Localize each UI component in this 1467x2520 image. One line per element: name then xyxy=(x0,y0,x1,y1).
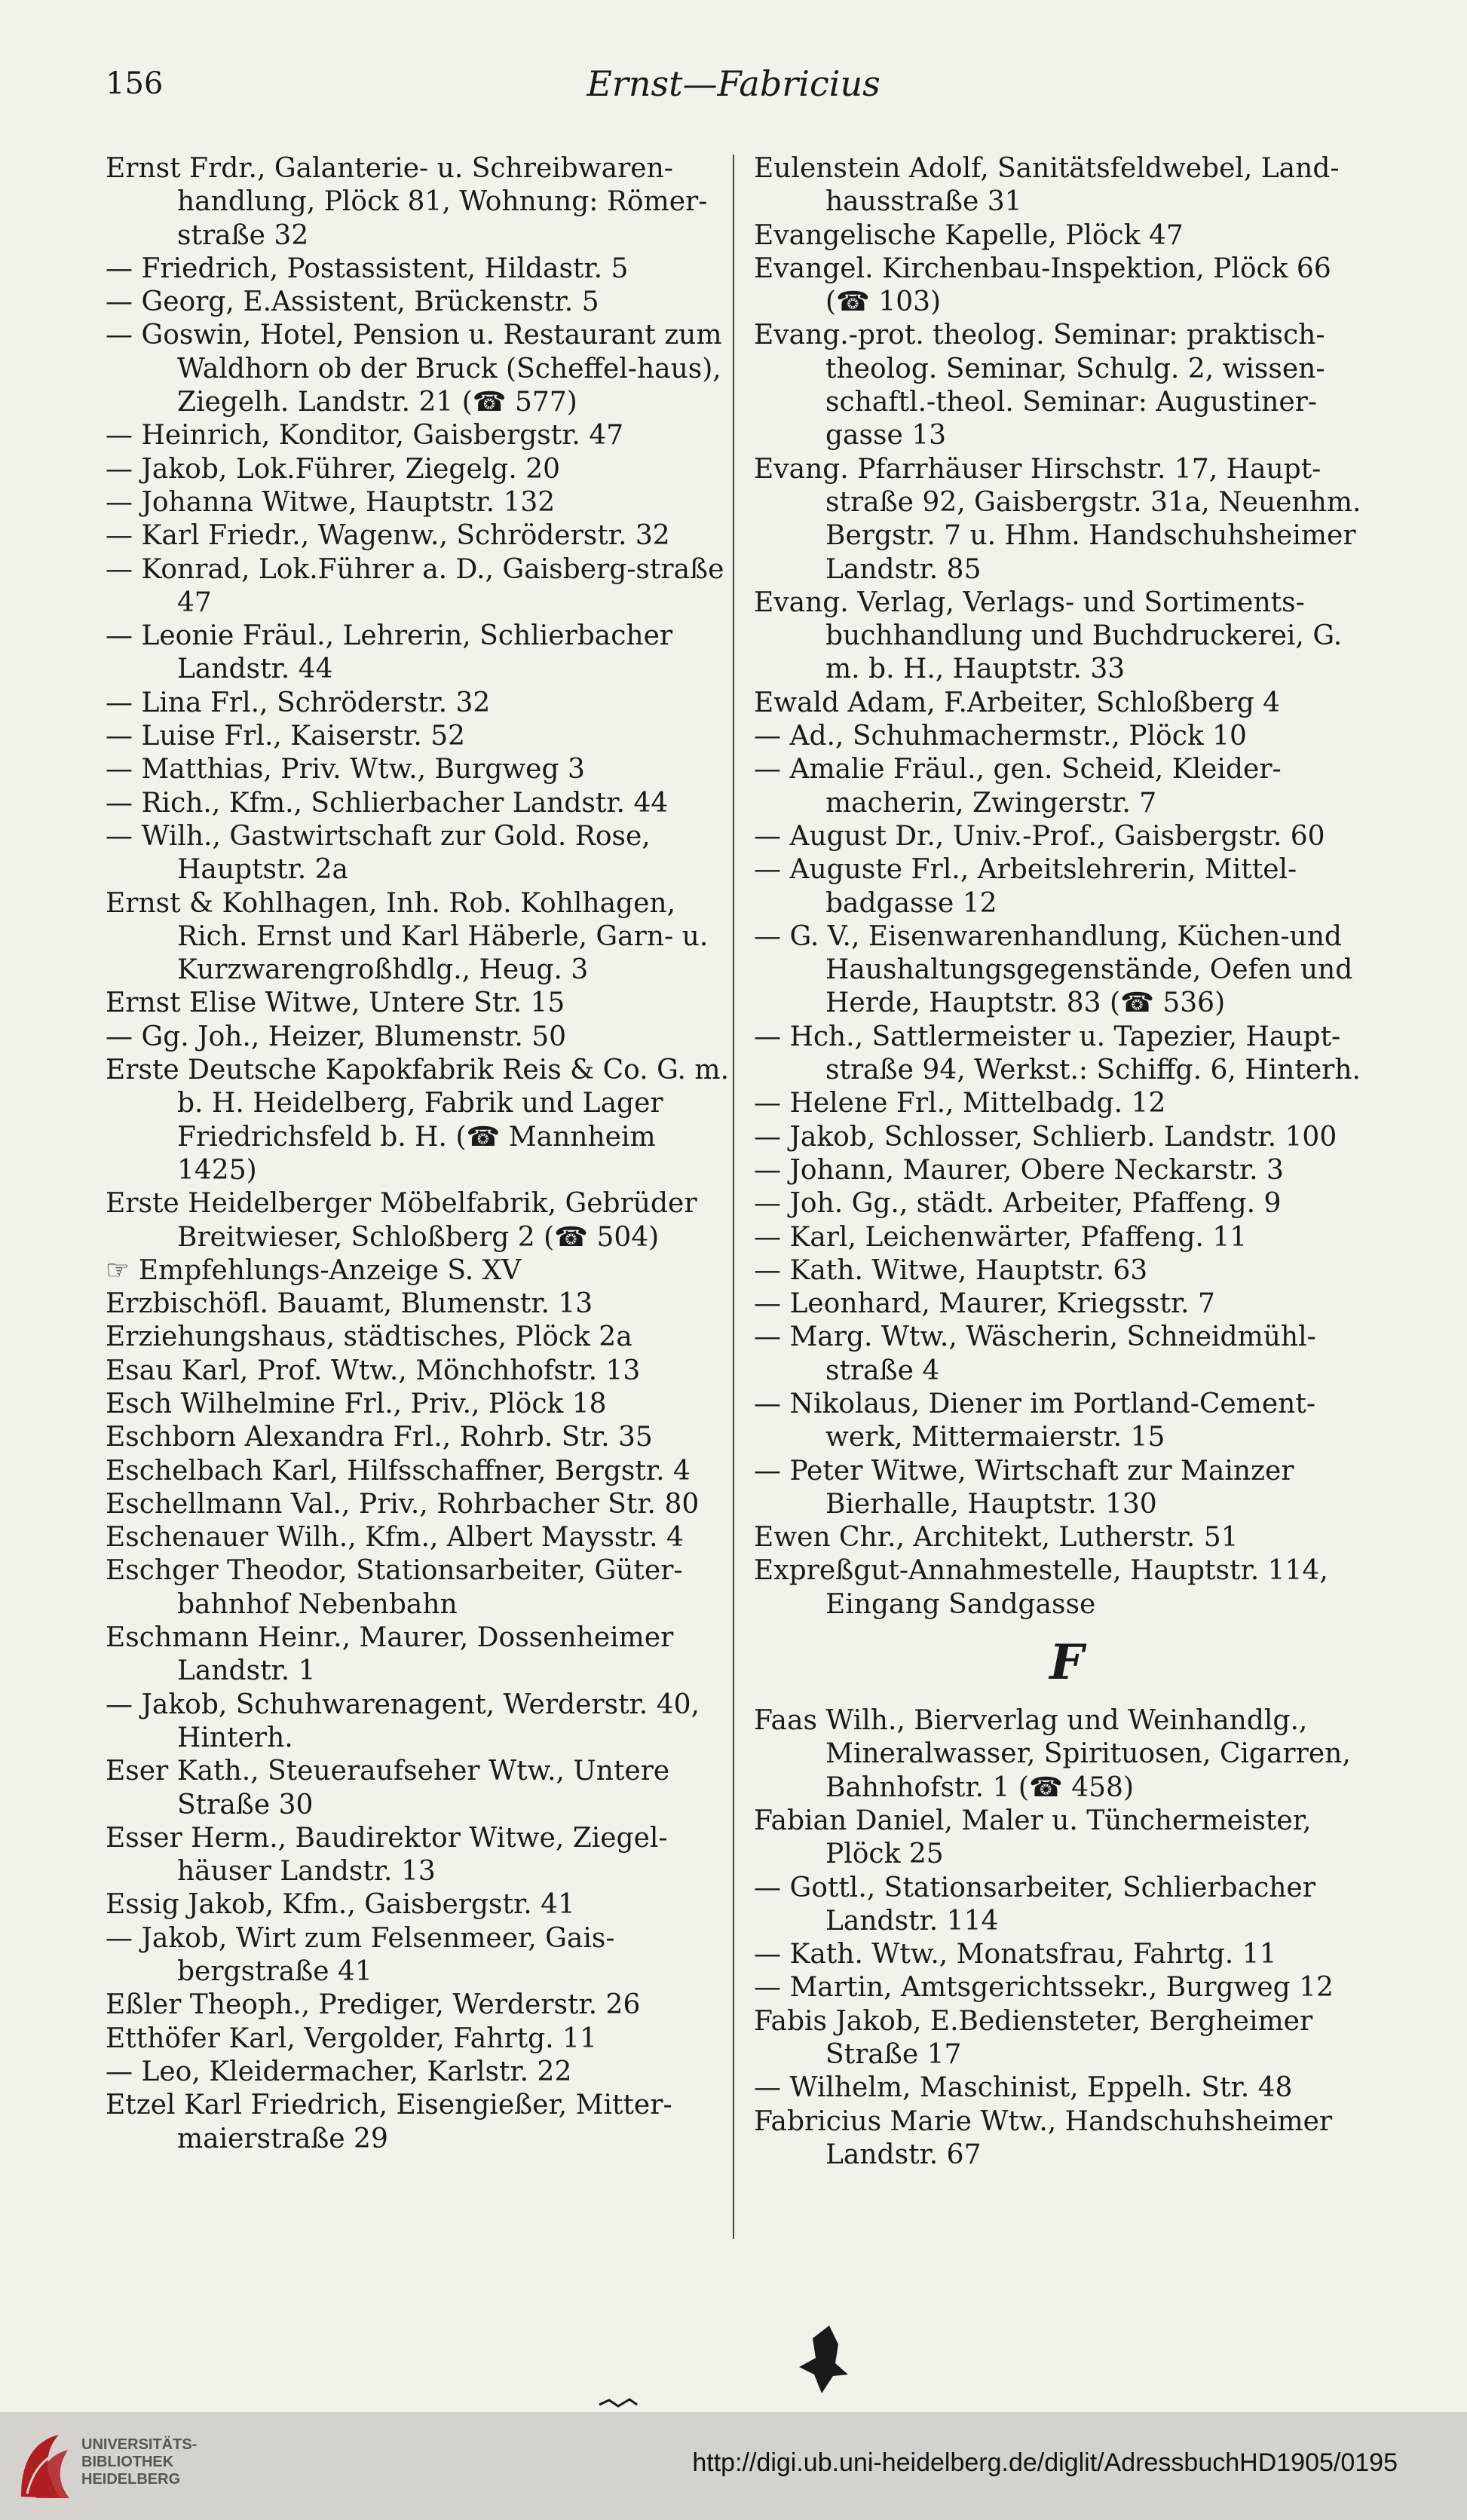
directory-entry: Ernst & Kohlhagen, Inh. Rob. Kohlhagen, Rich. Ernst und Karl Häberle, Garn- u. Kurzwarengroßhdlg., Heug. 3 xyxy=(106,887,709,986)
source-url-link[interactable]: http://digi.ub.uni-heidelberg.de/diglit/AdressbuchHD1905/0195 xyxy=(692,2448,1398,2477)
directory-entry: — Helene Frl., Mittelbadg. 12 xyxy=(754,1088,1166,1119)
directory-entry: Etzel Karl Friedrich, Eisengießer, Mitter-maierstraße 29 xyxy=(106,2090,672,2154)
directory-entry: Ewald Adam, F.Arbeiter, Schloßberg 4 xyxy=(754,687,1281,718)
directory-entry: ☞ Empfehlungs-Anzeige S. XV xyxy=(106,1254,522,1286)
viewer-footer xyxy=(0,2412,1467,2520)
directory-entry: Esser Herm., Baudirektor Witwe, Ziegel-häuser Landstr. 13 xyxy=(106,1822,668,1888)
directory-entry: — Rich., Kfm., Schlierbacher Landstr. 44 xyxy=(106,787,669,819)
directory-entry: Eschellmann Val., Priv., Rohrbacher Str. 80 xyxy=(106,1488,700,1520)
directory-entry: Fabricius Marie Wtw., Handschuhsheimer Landstr. 67 xyxy=(754,2105,1333,2170)
directory-entry: Erste Heidelberger Möbelfabrik, Gebrüder Breitwieser, Schloßberg 2 (☎ 504) xyxy=(106,1188,697,1253)
directory-entry: — Wilh., Gastwirtschaft zur Gold. Rose, Hauptstr. 2a xyxy=(106,820,651,886)
left-column xyxy=(106,152,731,2156)
directory-entry: — Joh. Gg., städt. Arbeiter, Pfaffeng. 9 xyxy=(754,1188,1282,1220)
directory-entry: — Goswin, Hotel, Pension u. Restaurant zum Waldhorn ob der Bruck (Scheffel-haus), Ziegelh. Landstr. 21 (☎ 577) xyxy=(106,320,722,418)
directory-entry: — G. V., Eisenwarenhandlung, Küchen-und Haushaltungsgegenstände, Oefen und Herde, Hauptstr. 83 (☎ 536) xyxy=(754,920,1353,1019)
page-title: Ernst—Fabricius xyxy=(586,63,881,104)
column-divider xyxy=(733,155,734,2239)
directory-entry: — Marg. Wtw., Wäscherin, Schneidmühl-straße 4 xyxy=(754,1321,1316,1386)
directory-entry: — Nikolaus, Diener im Portland-Cement-werk, Mittermaierstr. 15 xyxy=(754,1388,1315,1453)
directory-entry: Evang. Pfarrhäuser Hirschstr. 17, Haupt-straße 92, Gaisbergstr. 31a, Neuenhm. Bergstr. 7 u. Hhm. Handschuhsheimer Landstr. 85 xyxy=(754,453,1361,585)
directory-entry: Ernst Elise Witwe, Untere Str. 15 xyxy=(106,987,565,1019)
directory-entry: — Jakob, Lok.Führer, Ziegelg. 20 xyxy=(106,453,561,485)
directory-entry: — Jakob, Schlosser, Schlierb. Landstr. 100 xyxy=(754,1121,1337,1153)
directory-entry: Ewen Chr., Architekt, Lutherstr. 51 xyxy=(754,1522,1239,1554)
directory-entry: — Peter Witwe, Wirtschaft zur Mainzer Bierhalle, Hauptstr. 130 xyxy=(754,1455,1294,1520)
logo-line-2: BIBLIOTHEK xyxy=(81,2454,174,2470)
library-logo-text xyxy=(81,2436,197,2488)
directory-entry: Eßler Theoph., Prediger, Werderstr. 26 xyxy=(106,1989,641,2021)
directory-entry: — Jakob, Schuhwarenagent, Werderstr. 40, Hinterh. xyxy=(106,1689,700,1753)
directory-entry: Essig Jakob, Kfm., Gaisbergstr. 41 xyxy=(106,1889,575,1921)
section-letter-f: F xyxy=(1049,1634,1084,1692)
directory-entry: Eser Kath., Steueraufseher Wtw., Untere Straße 30 xyxy=(106,1756,670,1820)
directory-entry: — Auguste Frl., Arbeitslehrerin, Mittel-badgasse 12 xyxy=(754,854,1297,919)
directory-entry: — Leonie Fräul., Lehrerin, Schlierbacher Landstr. 44 xyxy=(106,620,673,685)
logo-line-3: HEIDELBERG xyxy=(81,2471,181,2488)
directory-entry: — Johanna Witwe, Hauptstr. 132 xyxy=(106,486,556,518)
ink-blot-icon xyxy=(792,2322,859,2397)
directory-entry: — Wilhelm, Maschinist, Eppelh. Str. 48 xyxy=(754,2072,1293,2104)
directory-entry: — Friedrich, Postassistent, Hildastr. 5 xyxy=(106,253,629,284)
directory-entry: — Karl, Leichenwärter, Pfaffeng. 11 xyxy=(754,1221,1248,1253)
page-number: 156 xyxy=(106,66,164,101)
directory-entry: — August Dr., Univ.-Prof., Gaisbergstr. 60 xyxy=(754,820,1325,852)
directory-entry: — Leo, Kleidermacher, Karlstr. 22 xyxy=(106,2056,572,2087)
directory-entry: Evangel. Kirchenbau-Inspektion, Plöck 66 (☎ 103) xyxy=(754,253,1331,318)
directory-entry: Ernst Frdr., Galanterie- u. Schreibwaren-handlung, Plöck 81, Wohnung: Römer-straße 32 xyxy=(106,153,708,251)
directory-entry: Fabis Jakob, E.Bediensteter, Bergheimer Straße 17 xyxy=(754,2005,1313,2071)
right-column xyxy=(754,152,1380,2172)
directory-entry: Etthöfer Karl, Vergolder, Fahrtg. 11 xyxy=(106,2022,597,2054)
directory-entry: Eschger Theodor, Stationsarbeiter, Güter-bahnhof Nebenbahn xyxy=(106,1555,683,1620)
directory-entry: Eschenauer Wilh., Kfm., Albert Maysstr. 4 xyxy=(106,1522,684,1554)
directory-entry: Expreßgut-Annahmestelle, Hauptstr. 114, Eingang Sandgasse xyxy=(754,1555,1328,1620)
page-mark-icon xyxy=(596,2396,641,2411)
directory-entry: Eschmann Heinr., Maurer, Dossenheimer Landstr. 1 xyxy=(106,1622,674,1687)
directory-entry: — Leonhard, Maurer, Kriegsstr. 7 xyxy=(754,1288,1215,1320)
directory-entry: Evang.-prot. theolog. Seminar: praktisch-theolog. Seminar, Schulg. 2, wissen-schaftl.-theol. Seminar: Augustiner-gasse 13 xyxy=(754,320,1325,452)
directory-entry: Fabian Daniel, Maler u. Tünchermeister, Plöck 25 xyxy=(754,1805,1312,1870)
directory-entry: Erste Deutsche Kapokfabrik Reis & Co. G. m. b. H. Heidelberg, Fabrik und Lager Friedrichsfeld b. H. (☎ Mannheim 1425) xyxy=(106,1055,730,1186)
directory-entry: — Amalie Fräul., gen. Scheid, Kleider-macherin, Zwingerstr. 7 xyxy=(754,754,1282,819)
directory-entry: Esch Wilhelmine Frl., Priv., Plöck 18 xyxy=(106,1388,607,1419)
directory-entry: — Ad., Schuhmachermstr., Plöck 10 xyxy=(754,721,1247,752)
directory-entry: Erziehungshaus, städtisches, Plöck 2a xyxy=(106,1321,632,1353)
directory-entry: — Hch., Sattlermeister u. Tapezier, Haupt-straße 94, Werkst.: Schiffg. 6, Hinterh. xyxy=(754,1021,1361,1086)
directory-entry: — Luise Frl., Kaiserstr. 52 xyxy=(106,721,466,752)
directory-entry: Eulenstein Adolf, Sanitätsfeldwebel, Land-hausstraße 31 xyxy=(754,153,1340,218)
directory-entry: — Martin, Amtsgerichtssekr., Burgweg 12 xyxy=(754,1972,1334,2004)
directory-entry: — Georg, E.Assistent, Brückenstr. 5 xyxy=(106,286,599,318)
directory-entry: — Matthias, Priv. Wtw., Burgweg 3 xyxy=(106,754,585,785)
directory-entry: — Jakob, Wirt zum Felsenmeer, Gais-bergstraße 41 xyxy=(106,1922,615,1988)
directory-entry: — Konrad, Lok.Führer a. D., Gaisberg-straße 47 xyxy=(106,553,724,618)
university-library-logo-icon xyxy=(14,2429,75,2504)
directory-entry: — Karl Friedr., Wagenw., Schröderstr. 32 xyxy=(106,520,670,552)
directory-entry: — Johann, Maurer, Obere Neckarstr. 3 xyxy=(754,1154,1284,1186)
logo-line-1: UNIVERSITÄTS- xyxy=(81,2436,198,2453)
directory-entry: Evangelische Kapelle, Plöck 47 xyxy=(754,219,1184,251)
directory-entry: — Lina Frl., Schröderstr. 32 xyxy=(106,687,491,718)
directory-entry: Esau Karl, Prof. Wtw., Mönchhofstr. 13 xyxy=(106,1355,641,1386)
directory-entry: — Gg. Joh., Heizer, Blumenstr. 50 xyxy=(106,1021,567,1052)
directory-entry: Eschelbach Karl, Hilfsschaffner, Bergstr. 4 xyxy=(106,1455,691,1487)
directory-entry: Erzbischöfl. Bauamt, Blumenstr. 13 xyxy=(106,1288,593,1320)
directory-entry: — Gottl., Stationsarbeiter, Schlierbacher Landstr. 114 xyxy=(754,1872,1315,1937)
directory-entry: — Heinrich, Konditor, Gaisbergstr. 47 xyxy=(106,420,624,452)
directory-entry: Eschborn Alexandra Frl., Rohrb. Str. 35 xyxy=(106,1422,653,1453)
directory-entry: Faas Wilh., Bierverlag und Weinhandlg., Mineralwasser, Spirituosen, Cigarren, Bahnhofstr. 1 (☎ 458) xyxy=(754,1705,1351,1803)
directory-entry: Evang. Verlag, Verlags- und Sortiments-buchhandlung und Buchdruckerei, G. m. b. H., Hauptstr. 33 xyxy=(754,586,1343,685)
directory-entry: — Kath. Witwe, Hauptstr. 63 xyxy=(754,1254,1148,1286)
directory-entry: — Kath. Wtw., Monatsfrau, Fahrtg. 11 xyxy=(754,1939,1277,1970)
